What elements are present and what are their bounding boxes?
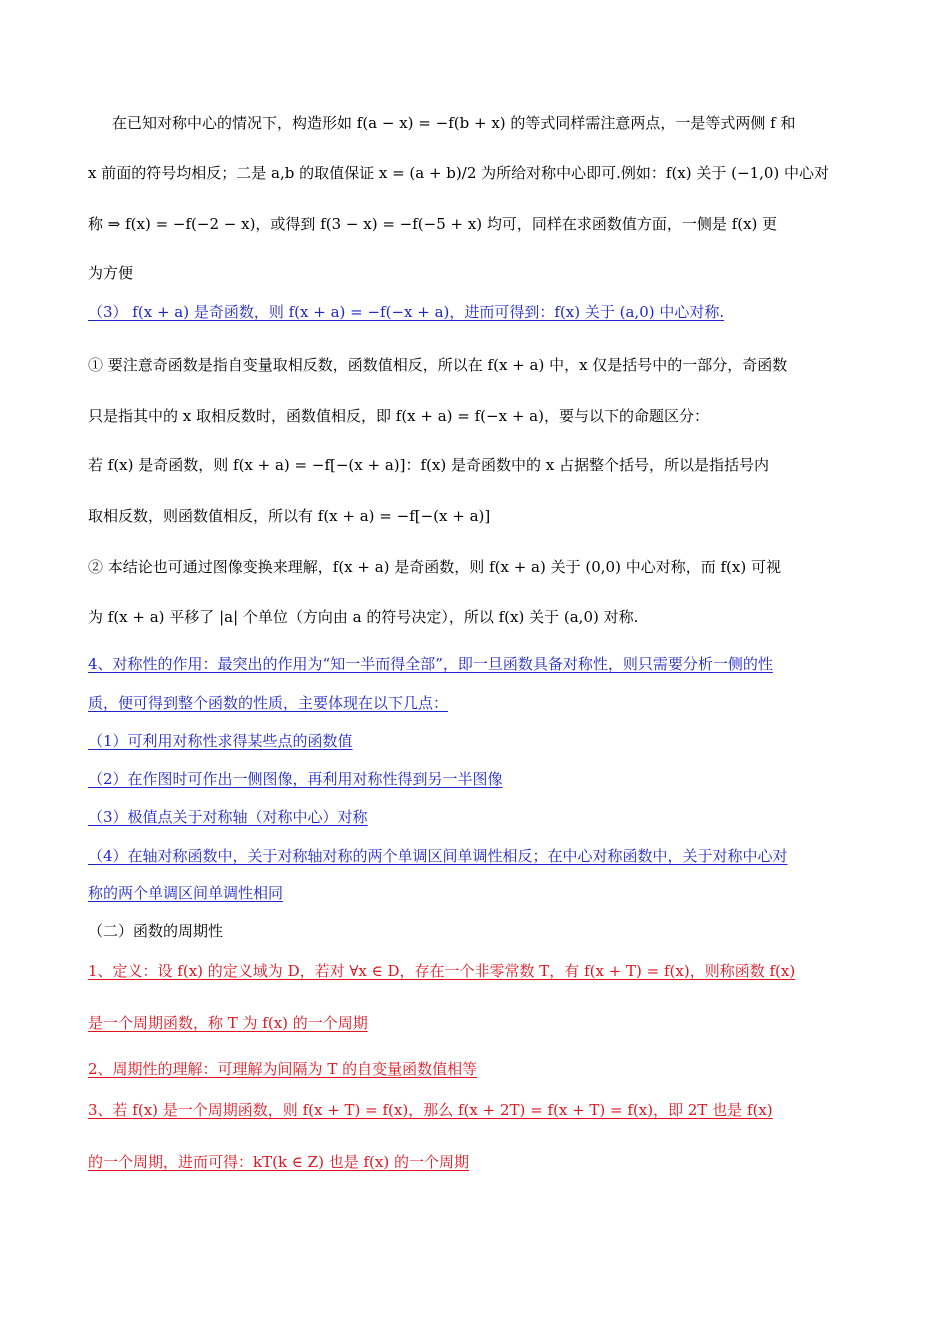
text-line-23: 3、若 f(x) 是一个周期函数，则 f(x + T) = f(x)，那么 f(x + 2T) = f(x + T) = f(x)，即 2T 也是 f(x) [88,1101,773,1119]
text-line-4: 为方便 [88,264,134,282]
text-line-20: 1、定义：设 f(x) 的定义域为 D，若对 ∀x ∈ D，存在一个非零常数 T，有 f(x + T) = f(x)，则称函数 f(x) [88,962,796,980]
text-line-15: （2）在作图时可作出一侧图像，再利用对称性得到另一半图像 [88,770,503,788]
text-line-17: （4）在轴对称函数中，关于对称轴对称的两个单调区间单调性相反；在中心对称函数中，关于对称中心对 [88,847,788,865]
text-line-22: 2、周期性的理解：可理解为间隔为 T 的自变量函数值相等 [88,1060,478,1078]
text-line-3: 称 ⇒ f(x) = −f(−2 − x)，或得到 f(3 − x) = −f(−5 + x) 均可，同样在求函数值方面，一侧是 f(x) 更 [88,215,778,233]
text-line-9: 取相反数，则函数值相反，所以有 f(x + a) = −f[−(x + a)] [88,507,491,525]
text-line-8: 若 f(x) 是奇函数，则 f(x + a) = −f[−(x + a)]：f(x) 是奇函数中的 x 占据整个括号，所以是指括号内 [88,456,769,474]
text-line-2: x 前面的符号均相反；二是 a,b 的取值保证 x = (a + b)/2 为所给对称中心即可.例如：f(x) 关于 (−1,0) 中心对 [88,164,830,182]
text-line-14: （1）可利用对称性求得某些点的函数值 [88,732,353,750]
text-line-10: ② 本结论也可通过图像变换来理解，f(x + a) 是奇函数，则 f(x + a) 关于 (0,0) 中心对称，而 f(x) 可视 [88,558,781,576]
text-line-7: 只是指其中的 x 取相反数时，函数值相反，即 f(x + a) = f(−x + a)，要与以下的命题区分： [88,407,709,425]
text-line-12: 4、对称性的作用：最突出的作用为“知一半而得全部”，即一旦函数具备对称性，则只需要分析一侧的性 [88,655,773,673]
text-line-16: （3）极值点关于对称轴（对称中心）对称 [88,808,368,826]
text-line-21: 是一个周期函数，称 T 为 f(x) 的一个周期 [88,1014,368,1032]
text-line-5: （3） f(x + a) 是奇函数，则 f(x + a) = −f(−x + a)，进而可得到：f(x) 关于 (a,0) 中心对称. [88,303,725,321]
text-line-11: 为 f(x + a) 平移了 |a| 个单位（方向由 a 的符号决定），所以 f(x) 关于 (a,0) 对称. [88,608,639,626]
text-line-18: 称的两个单调区间单调性相同 [88,884,284,902]
text-line-6: ① 要注意奇函数是指自变量取相反数，函数值相反，所以在 f(x + a) 中，x 仅是括号中的一部分，奇函数 [88,356,788,374]
text-line-1: 在已知对称中心的情况下，构造形如 f(a − x) = −f(b + x) 的等式同样需注意两点，一是等式两侧 f 和 [112,114,796,132]
text-line-13: 质，便可得到整个函数的性质，主要体现在以下几点： [88,694,449,712]
text-line-24: 的一个周期，进而可得：kT(k ∈ Z) 也是 f(x) 的一个周期 [88,1153,469,1171]
text-line-19: （二）函数的周期性 [88,922,224,940]
